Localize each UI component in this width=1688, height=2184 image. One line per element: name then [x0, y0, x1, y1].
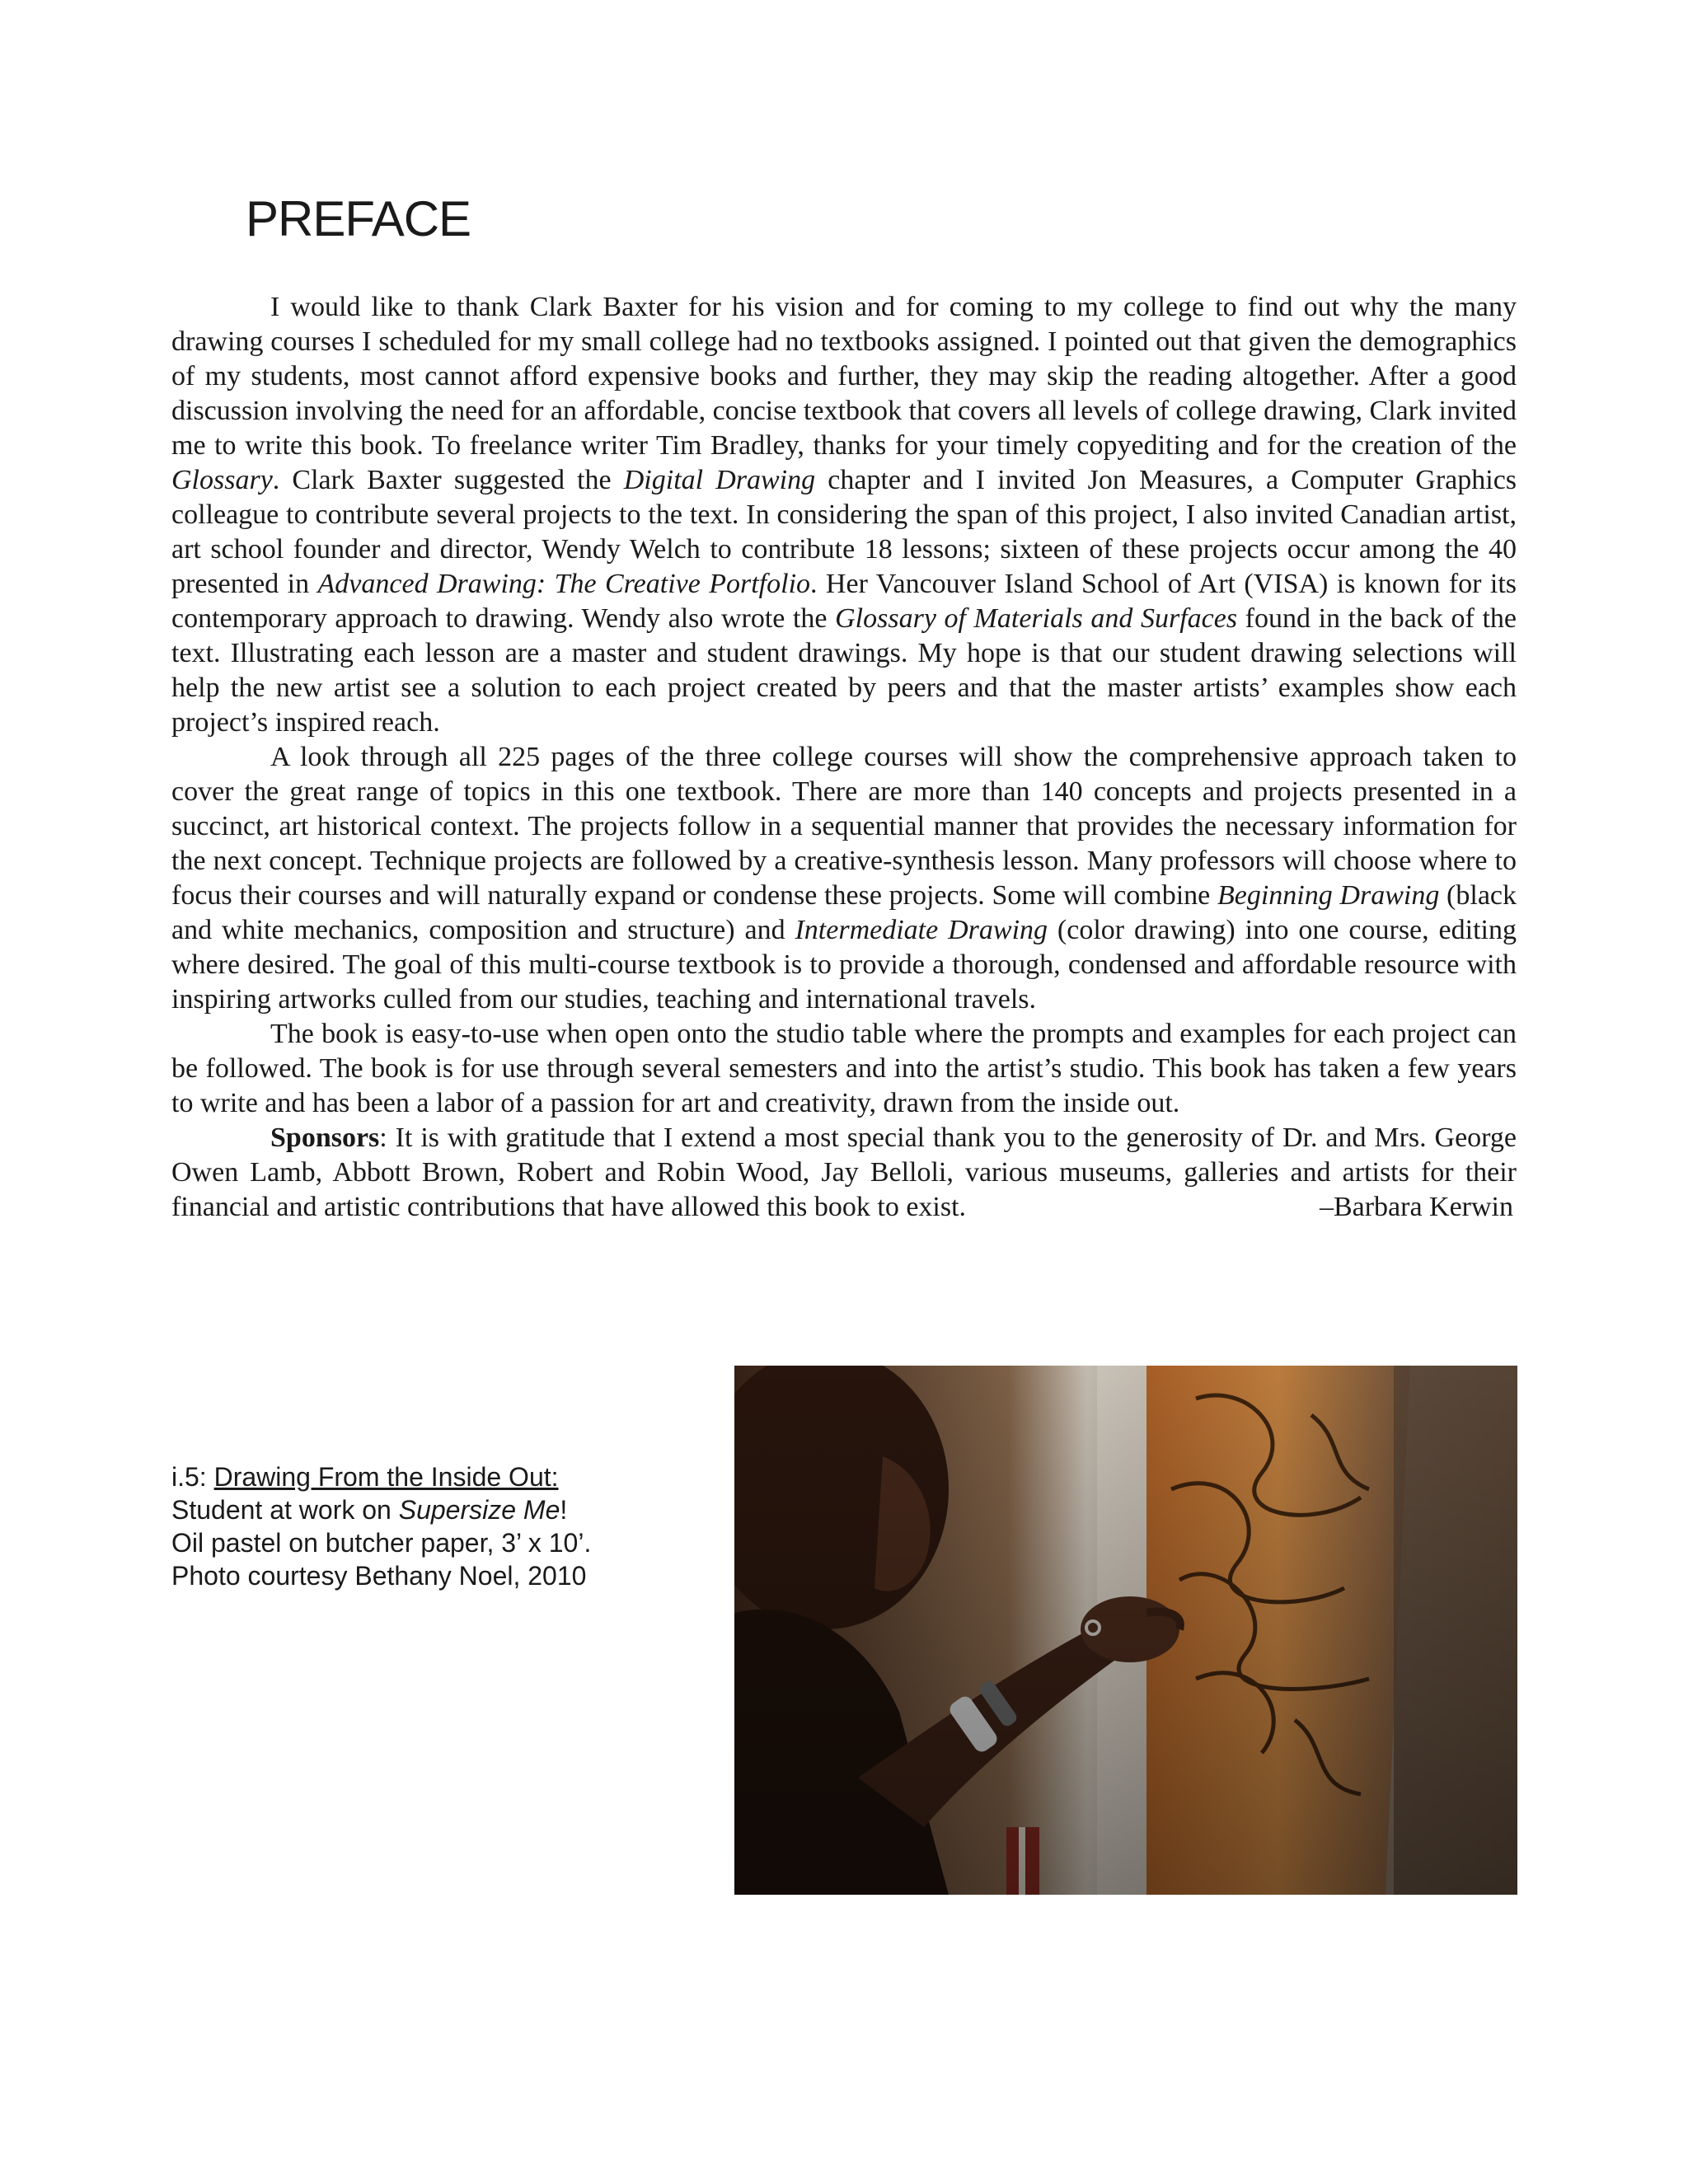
- figure-caption: [171, 1460, 699, 1592]
- paragraph-1: [171, 290, 1517, 740]
- p1-text-d: . Her Vancouver Island School of Art (VISA) is known for its contemporary approach to drawing. Wendy also wrote the: [171, 569, 1517, 634]
- p2-italic-beginning-drawing: Beginning Drawing: [1217, 880, 1440, 911]
- p1-text-e: found in the back of the text. Illustrating each lesson are a master and student drawings. My hope is that our student drawing selections will help the new artist see a solution to each project created by peers and that the master artists’ examples show each project’s inspired reach.: [171, 603, 1517, 738]
- sponsors-label: Sponsors: [270, 1122, 380, 1153]
- p4-text-a: : It is with gratitude that I extend a most special thank you to the generosity of Dr. and Mrs. George Owen Lamb, Abbott Brown, Robert and Robin Wood, Jay Belloli, various museums, galleries and artists for their financial and artistic contributions that have allowed this book to exist.: [171, 1122, 1517, 1222]
- caption-line-2: [171, 1493, 699, 1526]
- caption-line-1: [171, 1460, 699, 1493]
- caption-line2-prefix: Student at work on: [171, 1495, 399, 1525]
- p2-text-c: (color drawing) into one course, editing where desired. The goal of this multi-course textbook is to provide a thorough, condensed and affordable resource with inspiring artworks culled from our studies, teaching and international travels.: [171, 915, 1517, 1015]
- page-title: PREFACE: [246, 191, 471, 246]
- caption-medium: Oil pastel on butcher paper, 3’ x 10’.: [171, 1528, 592, 1558]
- artwork-photo: [734, 1366, 1517, 1895]
- caption-credit: Photo courtesy Bethany Noel, 2010: [171, 1561, 587, 1591]
- p1-italic-digital-drawing: Digital Drawing: [623, 465, 816, 495]
- photo-illustration: [734, 1366, 1517, 1895]
- caption-artwork-title: Supersize Me: [398, 1495, 560, 1525]
- p1-italic-advanced-drawing: Advanced Drawing: The Creative Portfolio: [317, 569, 811, 599]
- paragraph-2: [171, 740, 1517, 1017]
- p3-text-a: The book is easy-to-use when open onto the studio table where the prompts and examples for each project can be followed. The book is for use through several semesters and into the artist’s studio. This book has taken a few years to write and has been a labor of a passion for art and creativity, drawn from the inside out.: [171, 1019, 1517, 1118]
- p2-italic-intermediate-drawing: Intermediate Drawing: [795, 915, 1048, 945]
- photo-vignette: [734, 1366, 1517, 1895]
- p2-text-b: (black and white mechanics, composition and structure) and: [171, 880, 1517, 945]
- p1-text-a: I would like to thank Clark Baxter for his vision and for coming to my college to find out why the many drawing courses I scheduled for my small college had no textbooks assigned. I pointed out that given the demographics of my students, most cannot afford expensive books and further, they may skip the reading altogether. After a good discussion involving the need for an affordable, concise textbook that covers all levels of college drawing, Clark invited me to write this book. To freelance writer Tim Bradley, thanks for your timely copyediting and for the creation of the: [171, 292, 1517, 461]
- p1-text-c: chapter and I invited Jon Measures, a Computer Graphics colleague to contribute several projects to the text. In considering the span of this project, I also invited Canadian artist, art school founder and director, Wendy Welch to contribute 18 lessons; sixteen of these projects occur among the 40 presented in: [171, 465, 1517, 599]
- caption-number: i.5:: [171, 1462, 214, 1492]
- p1-italic-glossary-materials: Glossary of Materials and Surfaces: [835, 603, 1238, 634]
- paragraph-4: [171, 1121, 1517, 1225]
- preface-body: [171, 290, 1517, 1225]
- paragraph-3: [171, 1017, 1517, 1121]
- caption-line2-suffix: !: [560, 1495, 568, 1525]
- p1-italic-glossary: Glossary: [171, 465, 273, 495]
- author-signature: –Barbara Kerwin: [1319, 1192, 1513, 1222]
- p1-text-b: . Clark Baxter suggested the: [272, 465, 624, 495]
- caption-title: Drawing From the Inside Out:: [213, 1462, 559, 1492]
- p2-text-a: A look through all 225 pages of the three college courses will show the comprehensive approach taken to cover the great range of topics in this one textbook. There are more than 140 concepts and projects presented in a succinct, art historical context. The projects follow in a sequential manner that provides the necessary information for the next concept. Technique projects are followed by a creative-synthesis lesson. Many professors will choose where to focus their courses and will naturally expand or condense these projects. Some will combine: [171, 742, 1517, 911]
